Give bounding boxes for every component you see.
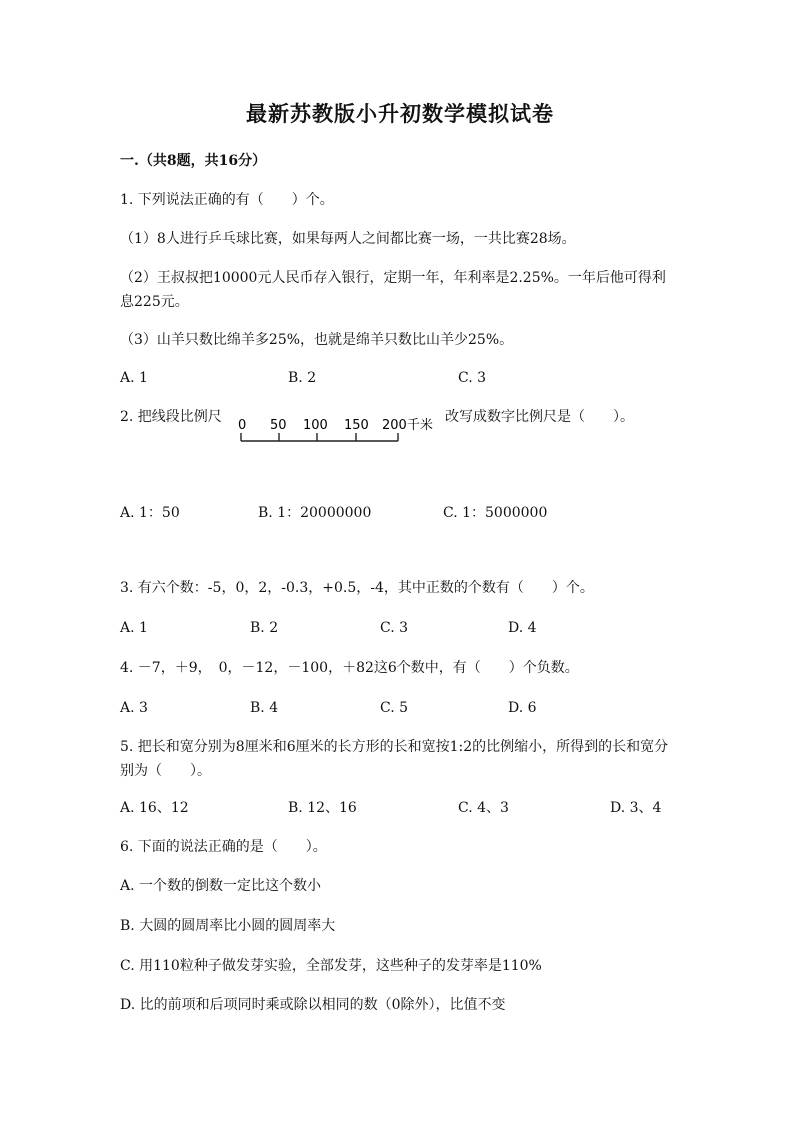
- question-6-option-d: D. 比的前项和后项同时乘或除以相同的数（0除外），比值不变: [120, 997, 506, 1013]
- scale-label-200km: 200千米: [382, 418, 433, 433]
- question-2-option-a: A. 1：50: [120, 505, 180, 521]
- question-1-statement-1: （1）8人进行乒乓球比赛，如果每两人之间都比赛一场，一共比赛28场。: [120, 231, 576, 247]
- question-1-stem: 1. 下列说法正确的有（ ）个。: [120, 192, 334, 208]
- question-6-stem: 6. 下面的说法正确的是（ ）。: [120, 839, 327, 855]
- question-6-option-c: C. 用110粒种子做发芽实验，全部发芽，这些种子的发芽率是110%: [120, 958, 542, 974]
- question-1-option-a: A. 1: [120, 370, 148, 386]
- question-2-stem-after: 改写成数字比例尺是（ ）。: [445, 409, 634, 425]
- question-6-option-a: A. 一个数的倒数一定比这个数小: [120, 878, 322, 894]
- question-4-option-b: B. 4: [250, 700, 279, 716]
- question-5-stem: 5. 把长和宽分别为8厘米和6厘米的长方形的长和宽按1:2的比例缩小，所得到的长和宽分别为（ ）。: [120, 739, 669, 779]
- question-3-option-c: C. 3: [380, 620, 409, 636]
- question-4-option-d: D. 6: [508, 700, 537, 716]
- question-1-option-c: C. 3: [458, 370, 487, 386]
- question-3-option-d: D. 4: [508, 620, 537, 636]
- page-title: 最新苏教版小升初数学模拟试卷: [246, 101, 554, 126]
- question-1-option-b: B. 2: [288, 370, 317, 386]
- section-heading: 一.（共8题，共16分）: [120, 153, 267, 169]
- question-2-stem-before: 2. 把线段比例尺: [120, 409, 222, 425]
- question-5-option-a: A. 16、12: [120, 800, 189, 816]
- scale-label-0: 0: [238, 418, 247, 433]
- question-1-statement-3: （3）山羊只数比绵羊多25%，也就是绵羊只数比山羊少25%。: [120, 332, 514, 348]
- question-2-option-c: C. 1：5000000: [443, 505, 548, 521]
- question-6-option-b: B. 大圆的圆周率比小圆的圆周率大: [120, 918, 336, 934]
- question-2-option-b: B. 1：20000000: [258, 505, 372, 521]
- scale-label-50: 50: [270, 418, 287, 433]
- question-5-option-d: D. 3、4: [610, 800, 662, 816]
- question-4-option-c: C. 5: [380, 700, 409, 716]
- question-4-stem: 4. －7，＋9， 0，－12，－100，＋82这6个数中，有（ ）个负数。: [120, 660, 579, 676]
- question-3-option-b: B. 2: [250, 620, 279, 636]
- question-1-statement-2: （2）王叔叔把10000元人民币存入银行，定期一年，年利率是2.25%。一年后他可得利息225元。: [120, 270, 666, 310]
- scale-bar-line: [241, 433, 398, 441]
- question-3-option-a: A. 1: [120, 620, 148, 636]
- scale-bar-figure: [236, 413, 448, 453]
- question-5-option-c: C. 4、3: [458, 800, 509, 816]
- question-4-option-a: A. 3: [120, 700, 148, 716]
- question-5-option-b: B. 12、16: [288, 800, 357, 816]
- scale-label-150: 150: [344, 418, 369, 433]
- question-3-stem: 3. 有六个数：-5，0，2，-0.3，+0.5，-4，其中正数的个数有（ ）个。: [120, 580, 594, 596]
- scale-label-100: 100: [303, 418, 328, 433]
